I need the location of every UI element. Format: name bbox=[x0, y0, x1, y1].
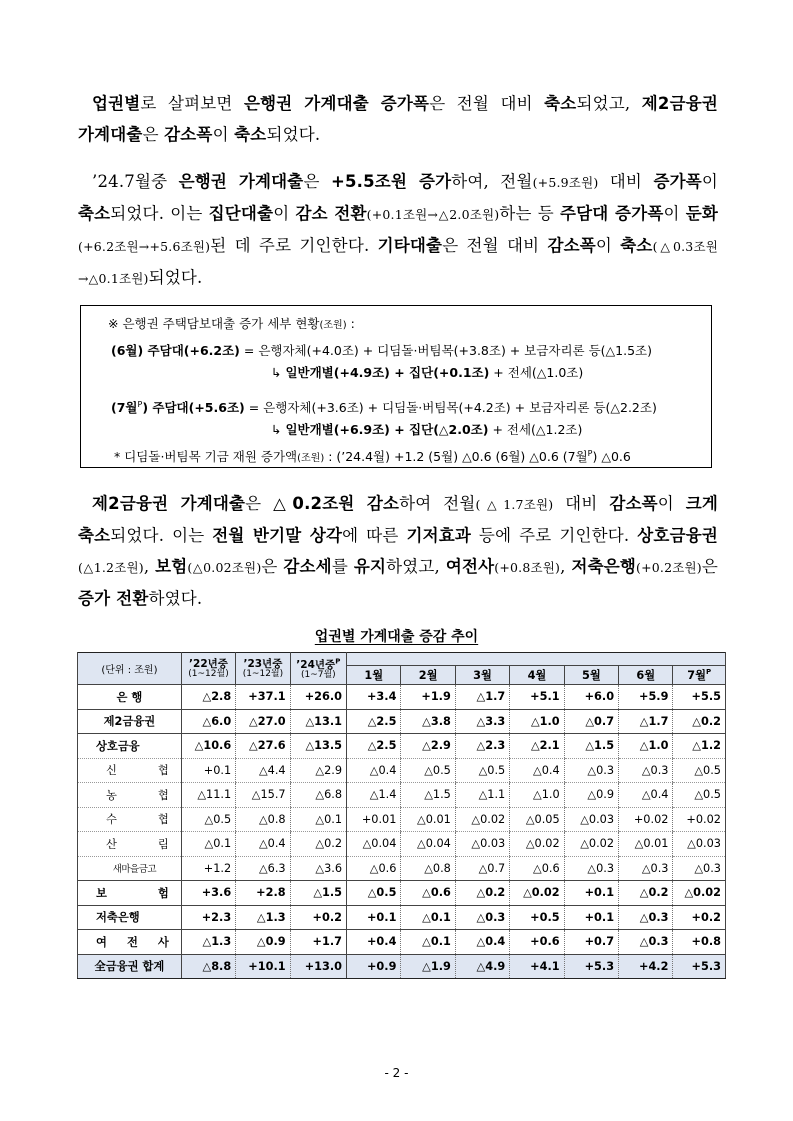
month-header: 6월 bbox=[619, 666, 673, 685]
table-cell: △0.9 bbox=[236, 930, 290, 955]
text-bold: 감소폭 bbox=[164, 125, 213, 144]
month-header: 2월 bbox=[401, 666, 455, 685]
row-label: 신 협 bbox=[78, 758, 182, 783]
table-cell: △1.5 bbox=[290, 881, 346, 906]
table-cell: +6.0 bbox=[564, 685, 618, 710]
table-cell: △1.3 bbox=[236, 905, 290, 930]
table-cell: +0.5 bbox=[510, 905, 564, 930]
table-cell: △0.7 bbox=[564, 709, 618, 734]
table-cell: +37.1 bbox=[236, 685, 290, 710]
text: 되었다. 이는 bbox=[110, 526, 213, 545]
text: ’24.7월중 bbox=[92, 172, 179, 191]
table-cell: +0.6 bbox=[510, 930, 564, 955]
table-cell: △3.3 bbox=[455, 709, 509, 734]
text: 하였다. bbox=[148, 589, 203, 608]
table-cell: △4.9 bbox=[455, 954, 509, 979]
table-row bbox=[78, 954, 726, 979]
text: 된 데 주로 기인한다. bbox=[210, 236, 378, 255]
box-row-june-detail: ↳ 일반개별(+4.9조) + 집단(+0.1조) + 전세(△1.0조) bbox=[271, 365, 584, 380]
table-cell: +1.7 bbox=[290, 930, 346, 955]
table-cell: △2.5 bbox=[347, 709, 401, 734]
header-2022: ’22년중 (1~12월) bbox=[181, 653, 235, 685]
text-bold: 제2금융권 가계대출 bbox=[92, 494, 246, 513]
table-cell: +0.02 bbox=[619, 807, 673, 832]
table-cell: △0.2 bbox=[673, 709, 726, 734]
row-label: 산 림 bbox=[78, 832, 182, 857]
text-bold: 제2금융권 가계대출 bbox=[78, 94, 718, 144]
table-cell: △0.1 bbox=[290, 807, 346, 832]
table-cell: +1.2 bbox=[181, 856, 235, 881]
table-cell: △0.02 bbox=[510, 832, 564, 857]
table-cell: +0.1 bbox=[564, 881, 618, 906]
table-cell: △10.6 bbox=[181, 734, 235, 759]
text-bold: 기저효과 bbox=[406, 526, 471, 545]
text-bold: △0.2조원 감소 bbox=[273, 494, 400, 513]
table-cell: △27.6 bbox=[236, 734, 290, 759]
row-label: 보 험 bbox=[78, 881, 182, 906]
text-bold: 보험 bbox=[155, 557, 188, 576]
table-cell: +13.0 bbox=[290, 954, 346, 979]
text-bold: +5.5조원 증가 bbox=[330, 172, 452, 191]
text-bold: 집단대출 bbox=[208, 204, 274, 223]
table-cell: +1.9 bbox=[401, 685, 455, 710]
table-cell: +0.8 bbox=[673, 930, 726, 955]
text: 하는 등 bbox=[499, 204, 561, 223]
table-cell: △3.8 bbox=[401, 709, 455, 734]
text-small: (△1.7조원) bbox=[475, 497, 554, 512]
table-cell: △0.1 bbox=[181, 832, 235, 857]
table-cell: △0.7 bbox=[455, 856, 509, 881]
text: 은 전월 대비 bbox=[442, 236, 548, 255]
table-cell: +0.1 bbox=[347, 905, 401, 930]
table-cell: △0.02 bbox=[455, 807, 509, 832]
text-bold: 은행권 가계대출 증가폭 bbox=[243, 94, 430, 113]
table-cell: △0.01 bbox=[619, 832, 673, 857]
text-bold: 크게 축소 bbox=[78, 494, 718, 545]
table-cell: △0.5 bbox=[673, 783, 726, 808]
text: 은 전월 대비 bbox=[429, 94, 545, 113]
table-row bbox=[78, 807, 726, 832]
text-bold: 감소세 bbox=[283, 557, 332, 576]
text-bold: 축소 bbox=[78, 204, 111, 223]
table-cell: △0.8 bbox=[236, 807, 290, 832]
paragraph-summary bbox=[78, 88, 718, 150]
table-cell: +2.8 bbox=[236, 881, 290, 906]
table-cell: +0.4 bbox=[347, 930, 401, 955]
month-header: 1월 bbox=[347, 666, 401, 685]
household-loan-table bbox=[77, 652, 726, 979]
table-cell: △6.3 bbox=[236, 856, 290, 881]
text: 로 살펴보면 bbox=[140, 94, 244, 113]
table-cell: △0.05 bbox=[510, 807, 564, 832]
table-cell: △0.04 bbox=[401, 832, 455, 857]
row-label: 저축은행 bbox=[78, 905, 182, 930]
table-cell: +0.2 bbox=[290, 905, 346, 930]
table-cell: +0.02 bbox=[673, 807, 726, 832]
box-title: ※ 은행권 주택담보대출 증가 세부 현황(조원) : bbox=[108, 316, 355, 331]
table-row bbox=[78, 856, 726, 881]
text-bold: 감소폭 bbox=[609, 494, 658, 513]
text: 이 bbox=[273, 204, 296, 223]
table-cell: △0.3 bbox=[673, 856, 726, 881]
table-cell: △1.0 bbox=[510, 783, 564, 808]
table-cell: △1.7 bbox=[455, 685, 509, 710]
text: 등에 주로 기인한다. bbox=[471, 526, 638, 545]
table-cell: +0.1 bbox=[564, 905, 618, 930]
table-row bbox=[78, 930, 726, 955]
table-cell: △0.2 bbox=[619, 881, 673, 906]
text-bold: 감소폭 bbox=[547, 236, 596, 255]
text-bold: 증가 전환 bbox=[78, 589, 149, 608]
table-cell: △1.1 bbox=[455, 783, 509, 808]
mortgage-detail-box bbox=[80, 305, 712, 468]
unit-header: (단위 : 조원) bbox=[78, 653, 182, 685]
text-bold: 업권별 bbox=[92, 94, 141, 113]
text-small: (+0.1조원→△2.0조원) bbox=[366, 207, 500, 222]
table-cell: △0.04 bbox=[347, 832, 401, 857]
table-cell: △1.7 bbox=[619, 709, 673, 734]
table-cell: △0.03 bbox=[455, 832, 509, 857]
text-small: (+5.9조원) bbox=[532, 175, 599, 190]
text-small: (+0.8조원) bbox=[494, 560, 561, 575]
table-row bbox=[78, 832, 726, 857]
table-cell: +5.3 bbox=[673, 954, 726, 979]
table-row bbox=[78, 881, 726, 906]
text: 은 bbox=[142, 125, 165, 144]
text-small: (△0.02조원) bbox=[187, 560, 262, 575]
row-label: 全금융권 합계 bbox=[78, 954, 182, 979]
row-label: 은 행 bbox=[78, 685, 182, 710]
table-row bbox=[78, 734, 726, 759]
text: 되었다. bbox=[148, 268, 203, 287]
text: 대비 bbox=[553, 494, 610, 513]
row-label: 여 전 사 bbox=[78, 930, 182, 955]
table-cell: +0.2 bbox=[673, 905, 726, 930]
table-cell: △0.3 bbox=[564, 758, 618, 783]
text: 되었다. bbox=[266, 125, 321, 144]
table-cell: +4.1 bbox=[510, 954, 564, 979]
text: , bbox=[560, 557, 572, 576]
table-cell: △1.5 bbox=[564, 734, 618, 759]
box-footnote: * 디딤돌·버팀목 기금 재원 증가액(조원) : (’24.4월) +1.2 (5월) △0.6 (6월) △0.6 (7월$^P$) △0.6 bbox=[114, 448, 631, 464]
table-cell: △0.3 bbox=[564, 856, 618, 881]
text-bold: 주담대 증가폭 bbox=[560, 204, 664, 223]
table-cell: +0.9 bbox=[347, 954, 401, 979]
paragraph-bank-loans bbox=[78, 166, 718, 294]
table-cell: +5.5 bbox=[673, 685, 726, 710]
header-2024: ’24년중$^P$ (1~7월) bbox=[290, 653, 346, 685]
table-cell: △1.4 bbox=[347, 783, 401, 808]
text: 은 bbox=[303, 172, 331, 191]
text: , bbox=[143, 557, 156, 576]
text: 은 bbox=[701, 557, 718, 576]
text: 이 bbox=[701, 172, 718, 191]
text: 이 bbox=[595, 236, 621, 255]
text-bold: 축소 bbox=[544, 94, 577, 113]
table-cell: △27.0 bbox=[236, 709, 290, 734]
text: 이 bbox=[657, 494, 686, 513]
box-row-july-detail: ↳ 일반개별(+6.9조) + 집단(△2.0조) + 전세(△1.2조) bbox=[271, 422, 583, 437]
table-cell: △0.5 bbox=[181, 807, 235, 832]
month-header: 4월 bbox=[510, 666, 564, 685]
text: 를 bbox=[331, 557, 354, 576]
table-cell: △0.6 bbox=[510, 856, 564, 881]
table-cell: △13.1 bbox=[290, 709, 346, 734]
table-cell: +10.1 bbox=[236, 954, 290, 979]
text-bold: 전월 반기말 상각 bbox=[212, 526, 343, 545]
text: 대비 bbox=[598, 172, 654, 191]
table-cell: △0.3 bbox=[619, 856, 673, 881]
table-cell: △0.4 bbox=[510, 758, 564, 783]
box-row-july: (7월$^P$) 주담대(+5.6조) = 은행자체(+3.6조) + 디딤돌·버팀목(+4.2조) + 보금자리론 등(△2.2조) bbox=[111, 399, 657, 415]
month-group-header bbox=[347, 653, 726, 666]
table-cell: △0.5 bbox=[673, 758, 726, 783]
text: 되었고, bbox=[576, 94, 631, 113]
table-cell: △0.1 bbox=[401, 930, 455, 955]
table-cell: △1.3 bbox=[181, 930, 235, 955]
month-header: 5월 bbox=[564, 666, 618, 685]
text: 은 bbox=[261, 557, 284, 576]
table-cell: △0.5 bbox=[401, 758, 455, 783]
table-cell: △2.9 bbox=[290, 758, 346, 783]
text-bold: 축소 bbox=[620, 236, 653, 255]
text: 하였고, bbox=[386, 557, 446, 576]
text-bold: 여전사 bbox=[445, 557, 495, 576]
table-cell: △2.3 bbox=[455, 734, 509, 759]
table-cell: △1.0 bbox=[619, 734, 673, 759]
preliminary-mark: P bbox=[706, 668, 712, 677]
table-cell: +26.0 bbox=[290, 685, 346, 710]
text-bold: 상호금융권 bbox=[637, 526, 718, 545]
text: 에 따른 bbox=[342, 526, 407, 545]
table-cell: △1.2 bbox=[673, 734, 726, 759]
text-bold: 축소 bbox=[234, 125, 267, 144]
table-cell: +3.4 bbox=[347, 685, 401, 710]
table-cell: △1.0 bbox=[510, 709, 564, 734]
text: 이 bbox=[663, 204, 686, 223]
table-cell: △11.1 bbox=[181, 783, 235, 808]
table-cell: △0.3 bbox=[619, 930, 673, 955]
table-cell: △3.6 bbox=[290, 856, 346, 881]
table-row bbox=[78, 783, 726, 808]
text: 은 bbox=[245, 494, 274, 513]
table-cell: △0.02 bbox=[673, 881, 726, 906]
table-cell: +0.01 bbox=[347, 807, 401, 832]
table-cell: △2.9 bbox=[401, 734, 455, 759]
table-row bbox=[78, 905, 726, 930]
table-cell: △0.2 bbox=[455, 881, 509, 906]
text-bold: 기타대출 bbox=[377, 236, 443, 255]
text-bold: 둔화 bbox=[685, 204, 719, 223]
text-small: (+0.2조원) bbox=[636, 560, 702, 575]
paragraph-secondary-financial bbox=[78, 488, 718, 614]
header-2023: ’23년중 (1~12월) bbox=[236, 653, 290, 685]
table-cell: △0.8 bbox=[401, 856, 455, 881]
box-row-june: (6월) 주담대(+6.2조) = 은행자체(+4.0조) + 디딤돌·버팀목(+3.8조) + 보금자리론 등(△1.5조) bbox=[111, 343, 652, 358]
table-cell: △0.3 bbox=[455, 905, 509, 930]
table-cell: △6.0 bbox=[181, 709, 235, 734]
text: 이 bbox=[212, 125, 235, 144]
table-cell: △0.03 bbox=[673, 832, 726, 857]
table-cell: △4.4 bbox=[236, 758, 290, 783]
table-cell: △0.4 bbox=[236, 832, 290, 857]
table-cell: △0.6 bbox=[401, 881, 455, 906]
text-small: (△0.3조원→△0.1조원) bbox=[78, 239, 719, 286]
row-label: 농 협 bbox=[78, 783, 182, 808]
table-row bbox=[78, 758, 726, 783]
table-cell: △13.5 bbox=[290, 734, 346, 759]
text-bold: 저축은행 bbox=[571, 557, 636, 576]
table-cell: △0.4 bbox=[347, 758, 401, 783]
table-cell: △0.9 bbox=[564, 783, 618, 808]
table-cell: △0.2 bbox=[290, 832, 346, 857]
table-cell: △0.3 bbox=[619, 758, 673, 783]
table-cell: +0.7 bbox=[564, 930, 618, 955]
table-row bbox=[78, 685, 726, 710]
table-cell: +3.6 bbox=[181, 881, 235, 906]
table-cell: +0.1 bbox=[181, 758, 235, 783]
table-cell: △0.5 bbox=[347, 881, 401, 906]
month-header: 3월 bbox=[455, 666, 509, 685]
text-small: (+6.2조원→+5.6조원) bbox=[78, 239, 211, 254]
text-bold: 유지 bbox=[353, 557, 387, 576]
text-bold: 증가폭 bbox=[653, 172, 702, 191]
table-cell: △0.3 bbox=[619, 905, 673, 930]
table-cell: △15.7 bbox=[236, 783, 290, 808]
table-row bbox=[78, 709, 726, 734]
page-number: - 2 - bbox=[384, 1066, 409, 1080]
row-label: 상호금융 bbox=[78, 734, 182, 759]
table-cell: △0.4 bbox=[619, 783, 673, 808]
table-cell: +2.3 bbox=[181, 905, 235, 930]
text-bold: 감소 전환 bbox=[295, 204, 367, 223]
table-cell: +5.9 bbox=[619, 685, 673, 710]
text: 되었다. 이는 bbox=[110, 204, 209, 223]
table-cell: △6.8 bbox=[290, 783, 346, 808]
table-cell: △0.02 bbox=[564, 832, 618, 857]
table-cell: △2.8 bbox=[181, 685, 235, 710]
text-bold: 은행권 가계대출 bbox=[178, 172, 304, 191]
table-cell: △0.4 bbox=[455, 930, 509, 955]
table-cell: △1.9 bbox=[401, 954, 455, 979]
table-cell: △1.5 bbox=[401, 783, 455, 808]
row-label: 새마을금고 bbox=[78, 856, 182, 881]
row-label: 제2금융권 bbox=[78, 709, 182, 734]
table-cell: △2.1 bbox=[510, 734, 564, 759]
table-cell: △0.6 bbox=[347, 856, 401, 881]
table-cell: △8.8 bbox=[181, 954, 235, 979]
table-cell: △0.5 bbox=[455, 758, 509, 783]
text: 하여, 전월 bbox=[451, 172, 533, 191]
table-cell: +4.2 bbox=[619, 954, 673, 979]
table-title: 업권별 가계대출 증감 추이 bbox=[314, 629, 479, 645]
row-label: 수 협 bbox=[78, 807, 182, 832]
table-cell: △0.03 bbox=[564, 807, 618, 832]
table-cell: △0.1 bbox=[401, 905, 455, 930]
table-cell: +5.3 bbox=[564, 954, 618, 979]
text: 하여 전월 bbox=[399, 494, 476, 513]
table-cell: △0.01 bbox=[401, 807, 455, 832]
table-cell: △0.02 bbox=[510, 881, 564, 906]
table-cell: △2.5 bbox=[347, 734, 401, 759]
table-cell: +5.1 bbox=[510, 685, 564, 710]
text-small: (△1.2조원) bbox=[78, 560, 144, 575]
month-header: 7월$^P$ bbox=[673, 666, 726, 685]
